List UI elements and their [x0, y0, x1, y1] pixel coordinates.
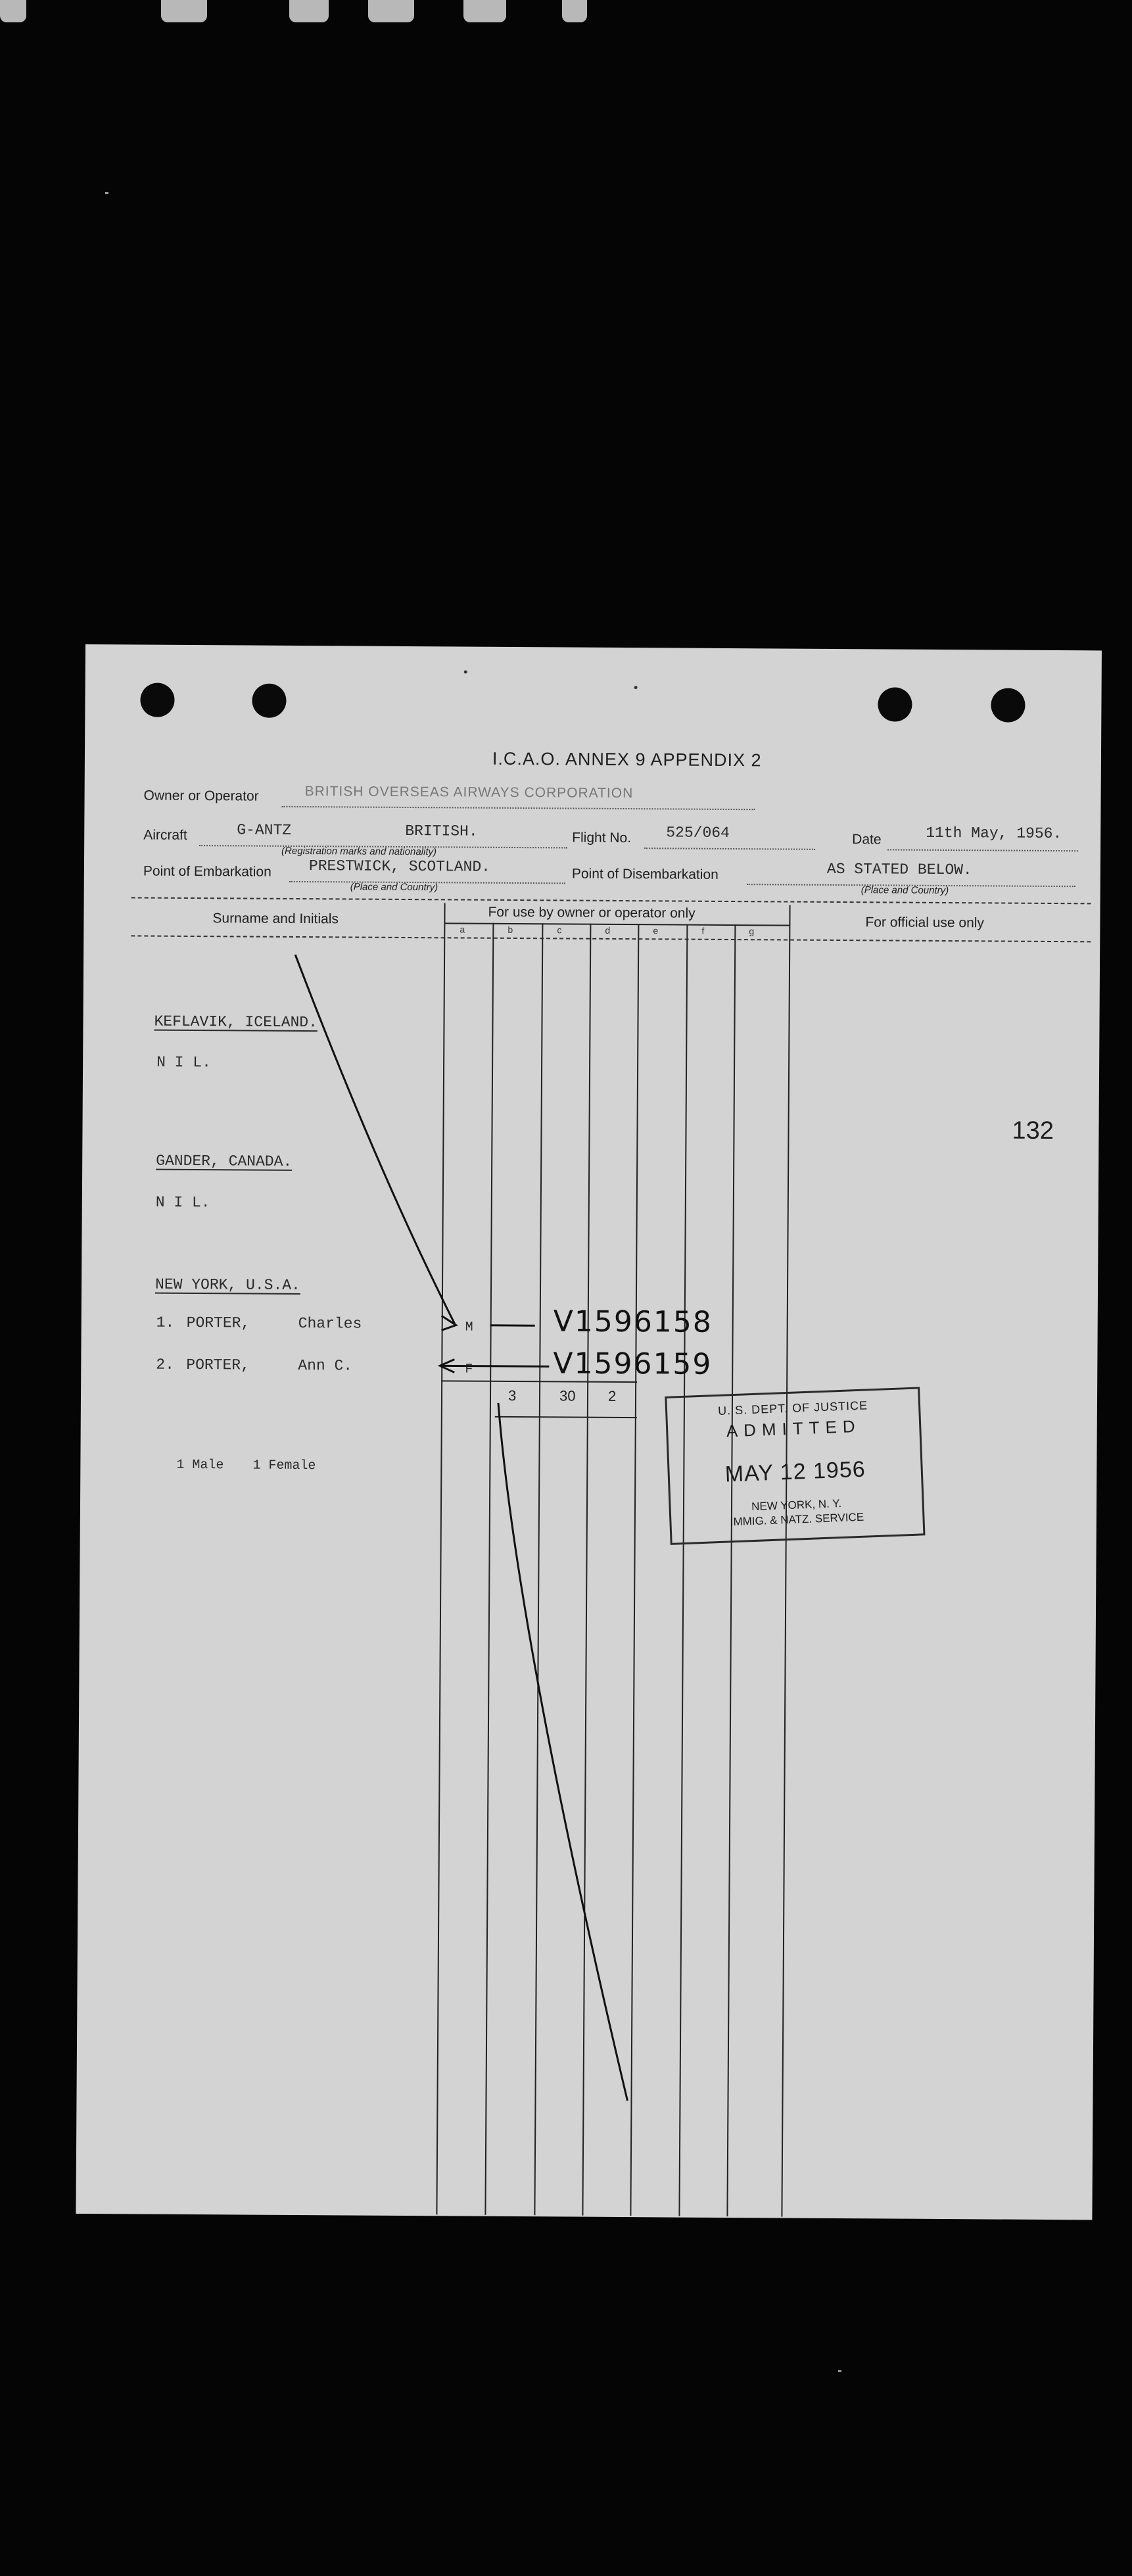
aircraft-nationality: BRITISH.: [405, 822, 478, 840]
owner-label: Owner or Operator: [143, 788, 259, 804]
total-col-c: 30: [559, 1387, 576, 1404]
subcolumn-e: e: [653, 925, 659, 936]
handwritten-visa-number: V1596159: [553, 1347, 713, 1381]
form-title: I.C.A.O. ANNEX 9 APPENDIX 2: [492, 748, 762, 771]
film-edge-mark: [562, 0, 587, 22]
dust-speck: [838, 2370, 841, 2372]
disembarkation-sublabel: (Place and Country): [861, 884, 949, 897]
subcolumn-f: f: [701, 925, 705, 936]
film-edge-mark: [161, 0, 207, 22]
immigration-admitted-stamp: [665, 1387, 925, 1544]
arrow-stroke-to-m: [293, 955, 457, 1324]
flight-label: Flight No.: [572, 830, 632, 846]
stamp-date: MAY 12 1956: [724, 1456, 866, 1487]
embarkation-label: Point of Embarkation: [143, 863, 271, 880]
summary-male: 1 Male: [176, 1457, 224, 1473]
subcolumn-c: c: [557, 924, 562, 936]
summary-female: 1 Female: [252, 1458, 316, 1474]
keflavik-nil: N I L.: [156, 1053, 212, 1072]
column-header-official-use: For official use only: [865, 915, 985, 931]
column-header-owner-use: For use by owner or operator only: [488, 904, 696, 921]
document-sheet: [76, 644, 1102, 2220]
section-new-york: NEW YORK, U.S.A.: [154, 1276, 300, 1295]
passenger-surname: PORTER,: [186, 1314, 250, 1332]
embarkation-value: PRESTWICK, SCOTLAND.: [308, 857, 491, 876]
page-number: 132: [1012, 1116, 1054, 1145]
stamp-service: IMMIG. & NATZ. SERVICE: [730, 1510, 864, 1529]
subcolumn-b: b: [507, 924, 513, 935]
disembarkation-value: AS STATED BELOW.: [826, 860, 972, 879]
subcolumn-d: d: [605, 924, 611, 936]
passenger-given-name: Ann C.: [298, 1356, 353, 1375]
owner-value: BRITISH OVERSEAS AIRWAYS CORPORATION: [304, 784, 634, 801]
passenger-number: 2.: [156, 1356, 174, 1373]
arrowhead-m: [442, 1316, 456, 1330]
passenger-sex: M: [465, 1320, 473, 1335]
long-diagonal-stroke: [494, 1403, 631, 2101]
passenger-number: 1.: [156, 1314, 175, 1331]
handwritten-visa-number: V1596158: [553, 1304, 713, 1339]
date-value: 11th May, 1956.: [926, 824, 1062, 843]
flight-number: 525/064: [666, 824, 730, 842]
aircraft-label: Aircraft: [143, 827, 187, 843]
passenger-given-name: Charles: [298, 1314, 362, 1333]
column-header-surname: Surname and Initials: [212, 911, 339, 927]
film-edge-mark: [289, 0, 329, 22]
section-gander: GANDER, CANADA.: [156, 1152, 293, 1170]
passenger-surname: PORTER,: [186, 1356, 250, 1374]
subcolumn-a: a: [460, 924, 465, 935]
stamp-department: U. S. DEPT. OF JUSTICE: [717, 1398, 868, 1418]
total-col-b: 3: [507, 1387, 517, 1404]
film-edge-mark: [0, 0, 26, 22]
film-edge-mark: [368, 0, 414, 22]
film-edge-mark: [463, 0, 506, 22]
date-label: Date: [852, 832, 882, 847]
stamp-admitted: ADMITTED: [726, 1416, 862, 1441]
aircraft-registration: G-ANTZ: [237, 821, 292, 839]
gander-nil: N I L.: [155, 1193, 210, 1212]
dust-speck: [105, 192, 108, 194]
embarkation-sublabel: (Place and Country): [350, 881, 438, 894]
stamp-location: NEW YORK, N. Y.: [751, 1497, 842, 1514]
passenger-sex: F: [465, 1362, 473, 1377]
section-keflavik: KEFLAVIK, ICELAND.: [154, 1013, 318, 1032]
pen-annotation-strokes: [76, 644, 1102, 2220]
subcolumn-g: g: [749, 926, 755, 937]
disembarkation-label: Point of Disembarkation: [571, 866, 719, 882]
aircraft-sublabel: (Registration marks and nationality): [281, 845, 437, 858]
total-col-d: 2: [607, 1387, 617, 1404]
